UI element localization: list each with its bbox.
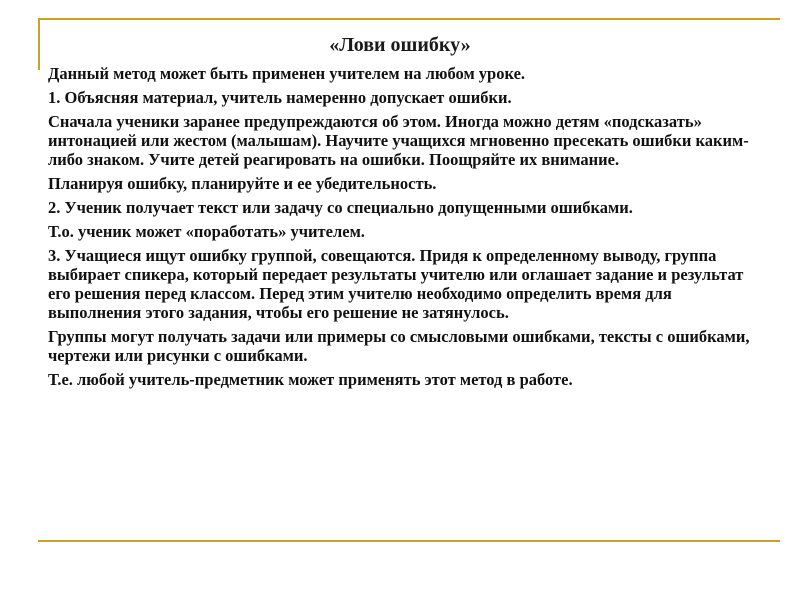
paragraph-conclusion: Т.е. любой учитель-предметник может применять этот метод в работе. <box>48 370 573 389</box>
paragraph-student-teacher: Т.о. ученик может «поработать» учителем. <box>48 222 365 241</box>
slide-body <box>48 64 768 394</box>
top-border-line <box>38 18 780 20</box>
slide-title: «Лови ошибку» <box>329 34 471 56</box>
paragraph-groups: Группы могут получать задачи или примеры со смысловыми ошибками, тексты с ошибками, чертежи или рисунки с ошибками. <box>48 327 750 365</box>
bottom-border-line <box>38 540 780 542</box>
paragraph-intro: Данный метод может быть применен учителем на любом уроке. <box>48 64 526 83</box>
paragraph-point-2: 2. Ученик получает текст или задачу со специально допущенными ошибками. <box>48 198 633 217</box>
paragraph-point-1: 1. Объясняя материал, учитель намеренно допускает ошибки. <box>48 88 512 107</box>
paragraph-warning: Сначала ученики заранее предупреждаются об этом. Иногда можно детям «подсказать» интонацией или жестом (малышам). Научите учащихся мгновенно пресекать ошибки каким-либо знаком. Учите детей реагировать на ошибки. Поощряйте их внимание. <box>48 112 749 169</box>
paragraph-point-3: 3. Учащиеся ищут ошибку группой, совещаются. Придя к определенному выводу, группа выбирает спикера, который передает результаты учителю или оглашает задание и результат его решения перед классом. Перед этим учителю необходимо определить время для выполнения этого задания, чтобы его решение не затянулось. <box>48 246 744 322</box>
paragraph-planning: Планируя ошибку, планируйте и ее убедительность. <box>48 174 437 193</box>
